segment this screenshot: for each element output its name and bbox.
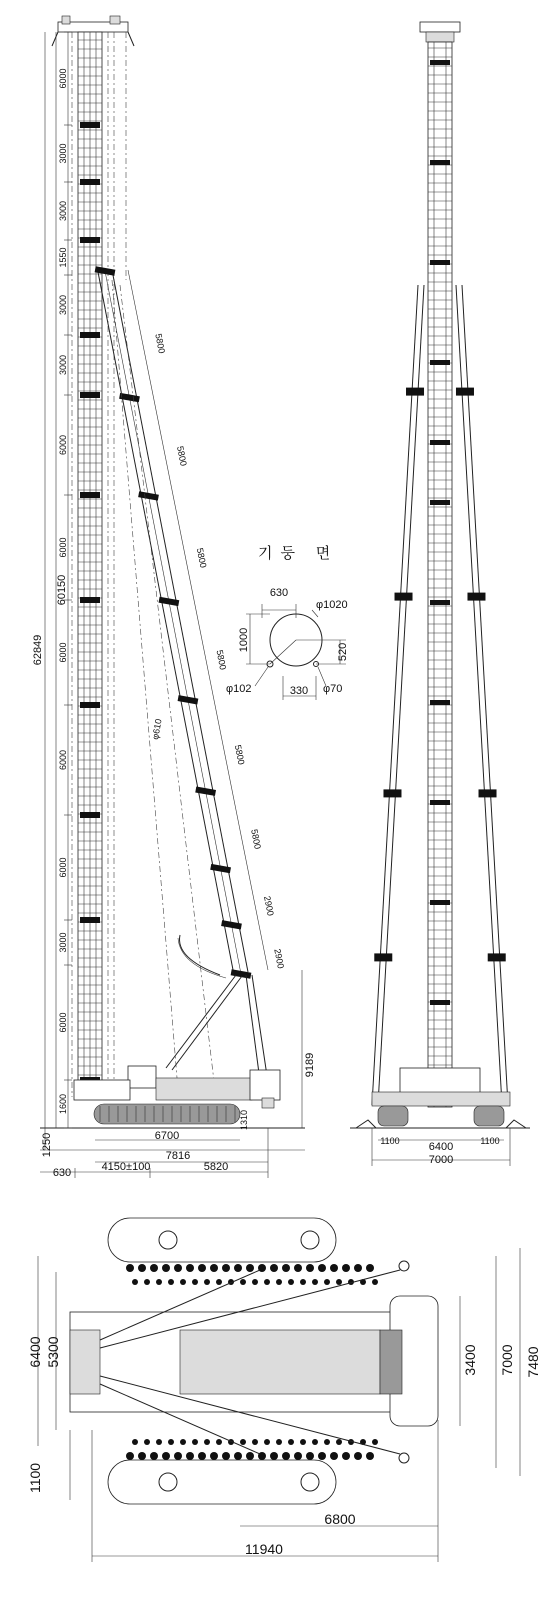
section-630-label: 630 bbox=[269, 587, 289, 599]
plan-view bbox=[70, 1218, 438, 1504]
leader-segment-label: 1550 bbox=[58, 247, 68, 268]
boom-segment-label: 2900 bbox=[272, 947, 286, 970]
front-width-total-label: 7000 bbox=[428, 1154, 454, 1166]
plan-bottom-total-label: 11940 bbox=[245, 1541, 283, 1557]
boom-joint bbox=[138, 491, 159, 500]
plan-left-inner-label: 5300 bbox=[45, 1336, 61, 1368]
leader-segment-label: 6000 bbox=[58, 1012, 68, 1033]
base-length-label: 7816 bbox=[165, 1150, 191, 1162]
front-pad-left-label: 1100 bbox=[380, 1136, 400, 1146]
height-total-label: 62849 bbox=[32, 634, 44, 666]
pole-section bbox=[246, 544, 346, 700]
plan-right-outer-label: 7480 bbox=[525, 1346, 541, 1378]
boom-segment-label: 5800 bbox=[232, 743, 247, 766]
stay-height-label: 9189 bbox=[304, 1052, 316, 1078]
section-330-label: 330 bbox=[289, 685, 309, 697]
leader-segment-label: 6000 bbox=[58, 642, 68, 663]
plan-right-mid-label: 7000 bbox=[499, 1344, 515, 1376]
height-mast-label: 60150 bbox=[56, 574, 68, 606]
leader-segment-label: 3000 bbox=[58, 143, 68, 164]
plan-left-bottom-label: 1100 bbox=[27, 1462, 43, 1494]
leader-segment-label: 3000 bbox=[58, 354, 68, 376]
leader-segment-label: 6000 bbox=[58, 749, 68, 771]
leader-segment-label: 3000 bbox=[58, 200, 68, 222]
leader-segment-label: 6000 bbox=[58, 68, 68, 89]
boom-segment-label: 2900 bbox=[262, 895, 276, 917]
boom-segment-label: 5800 bbox=[214, 649, 229, 671]
base-machine bbox=[74, 1066, 280, 1124]
plan-bottom-inner-label: 6800 bbox=[324, 1511, 356, 1527]
bottom-left-label: 630 bbox=[52, 1167, 72, 1179]
offset-right-label: 1310 bbox=[239, 1109, 249, 1131]
section-102-label: φ102 bbox=[226, 683, 252, 695]
pole-diameter-label: φ610 bbox=[150, 718, 164, 741]
bottom-right-label: 5820 bbox=[203, 1161, 229, 1173]
leader-segment-label: 6000 bbox=[58, 857, 68, 878]
boom-joint bbox=[159, 597, 180, 606]
boom-joint bbox=[210, 864, 231, 873]
boom-segment-label: 5800 bbox=[153, 332, 167, 355]
leader-mast bbox=[72, 32, 114, 1097]
plan-left-outer-label: 6400 bbox=[27, 1336, 43, 1368]
section-title: 기둥 면 bbox=[258, 544, 339, 562]
section-1000-label: 1000 bbox=[238, 627, 250, 653]
boom-joint bbox=[221, 920, 242, 929]
boom-segment-label: 5800 bbox=[175, 445, 189, 467]
leader-segment-label: 6000 bbox=[58, 434, 68, 456]
plan-right-inner-label: 3400 bbox=[462, 1344, 478, 1376]
front-view bbox=[350, 22, 530, 1128]
track-length-label: 6700 bbox=[154, 1130, 180, 1142]
leader-segment-label: 1600 bbox=[58, 1093, 68, 1115]
section-520-label: 520 bbox=[337, 642, 349, 662]
boom-joint bbox=[119, 393, 140, 402]
front-pad-right-label: 1100 bbox=[480, 1136, 500, 1146]
side-view bbox=[40, 16, 305, 1131]
bottom-mid-label: 4150±100 bbox=[101, 1161, 151, 1173]
front-width-track-label: 6400 bbox=[428, 1141, 454, 1153]
boom-joint bbox=[195, 787, 216, 796]
boom-segment-label: 5800 bbox=[249, 828, 263, 850]
leader-segment-label: 3000 bbox=[58, 932, 68, 953]
leader-segment-label: 6000 bbox=[58, 537, 68, 558]
section-1020-label: φ1020 bbox=[316, 599, 348, 611]
section-70-label: φ70 bbox=[323, 683, 343, 695]
base-height-label: 1250 bbox=[41, 1132, 53, 1158]
boom-segment-label: 5800 bbox=[194, 547, 209, 569]
leader-segment-label: 3000 bbox=[58, 294, 68, 316]
boom-joint bbox=[178, 695, 199, 704]
